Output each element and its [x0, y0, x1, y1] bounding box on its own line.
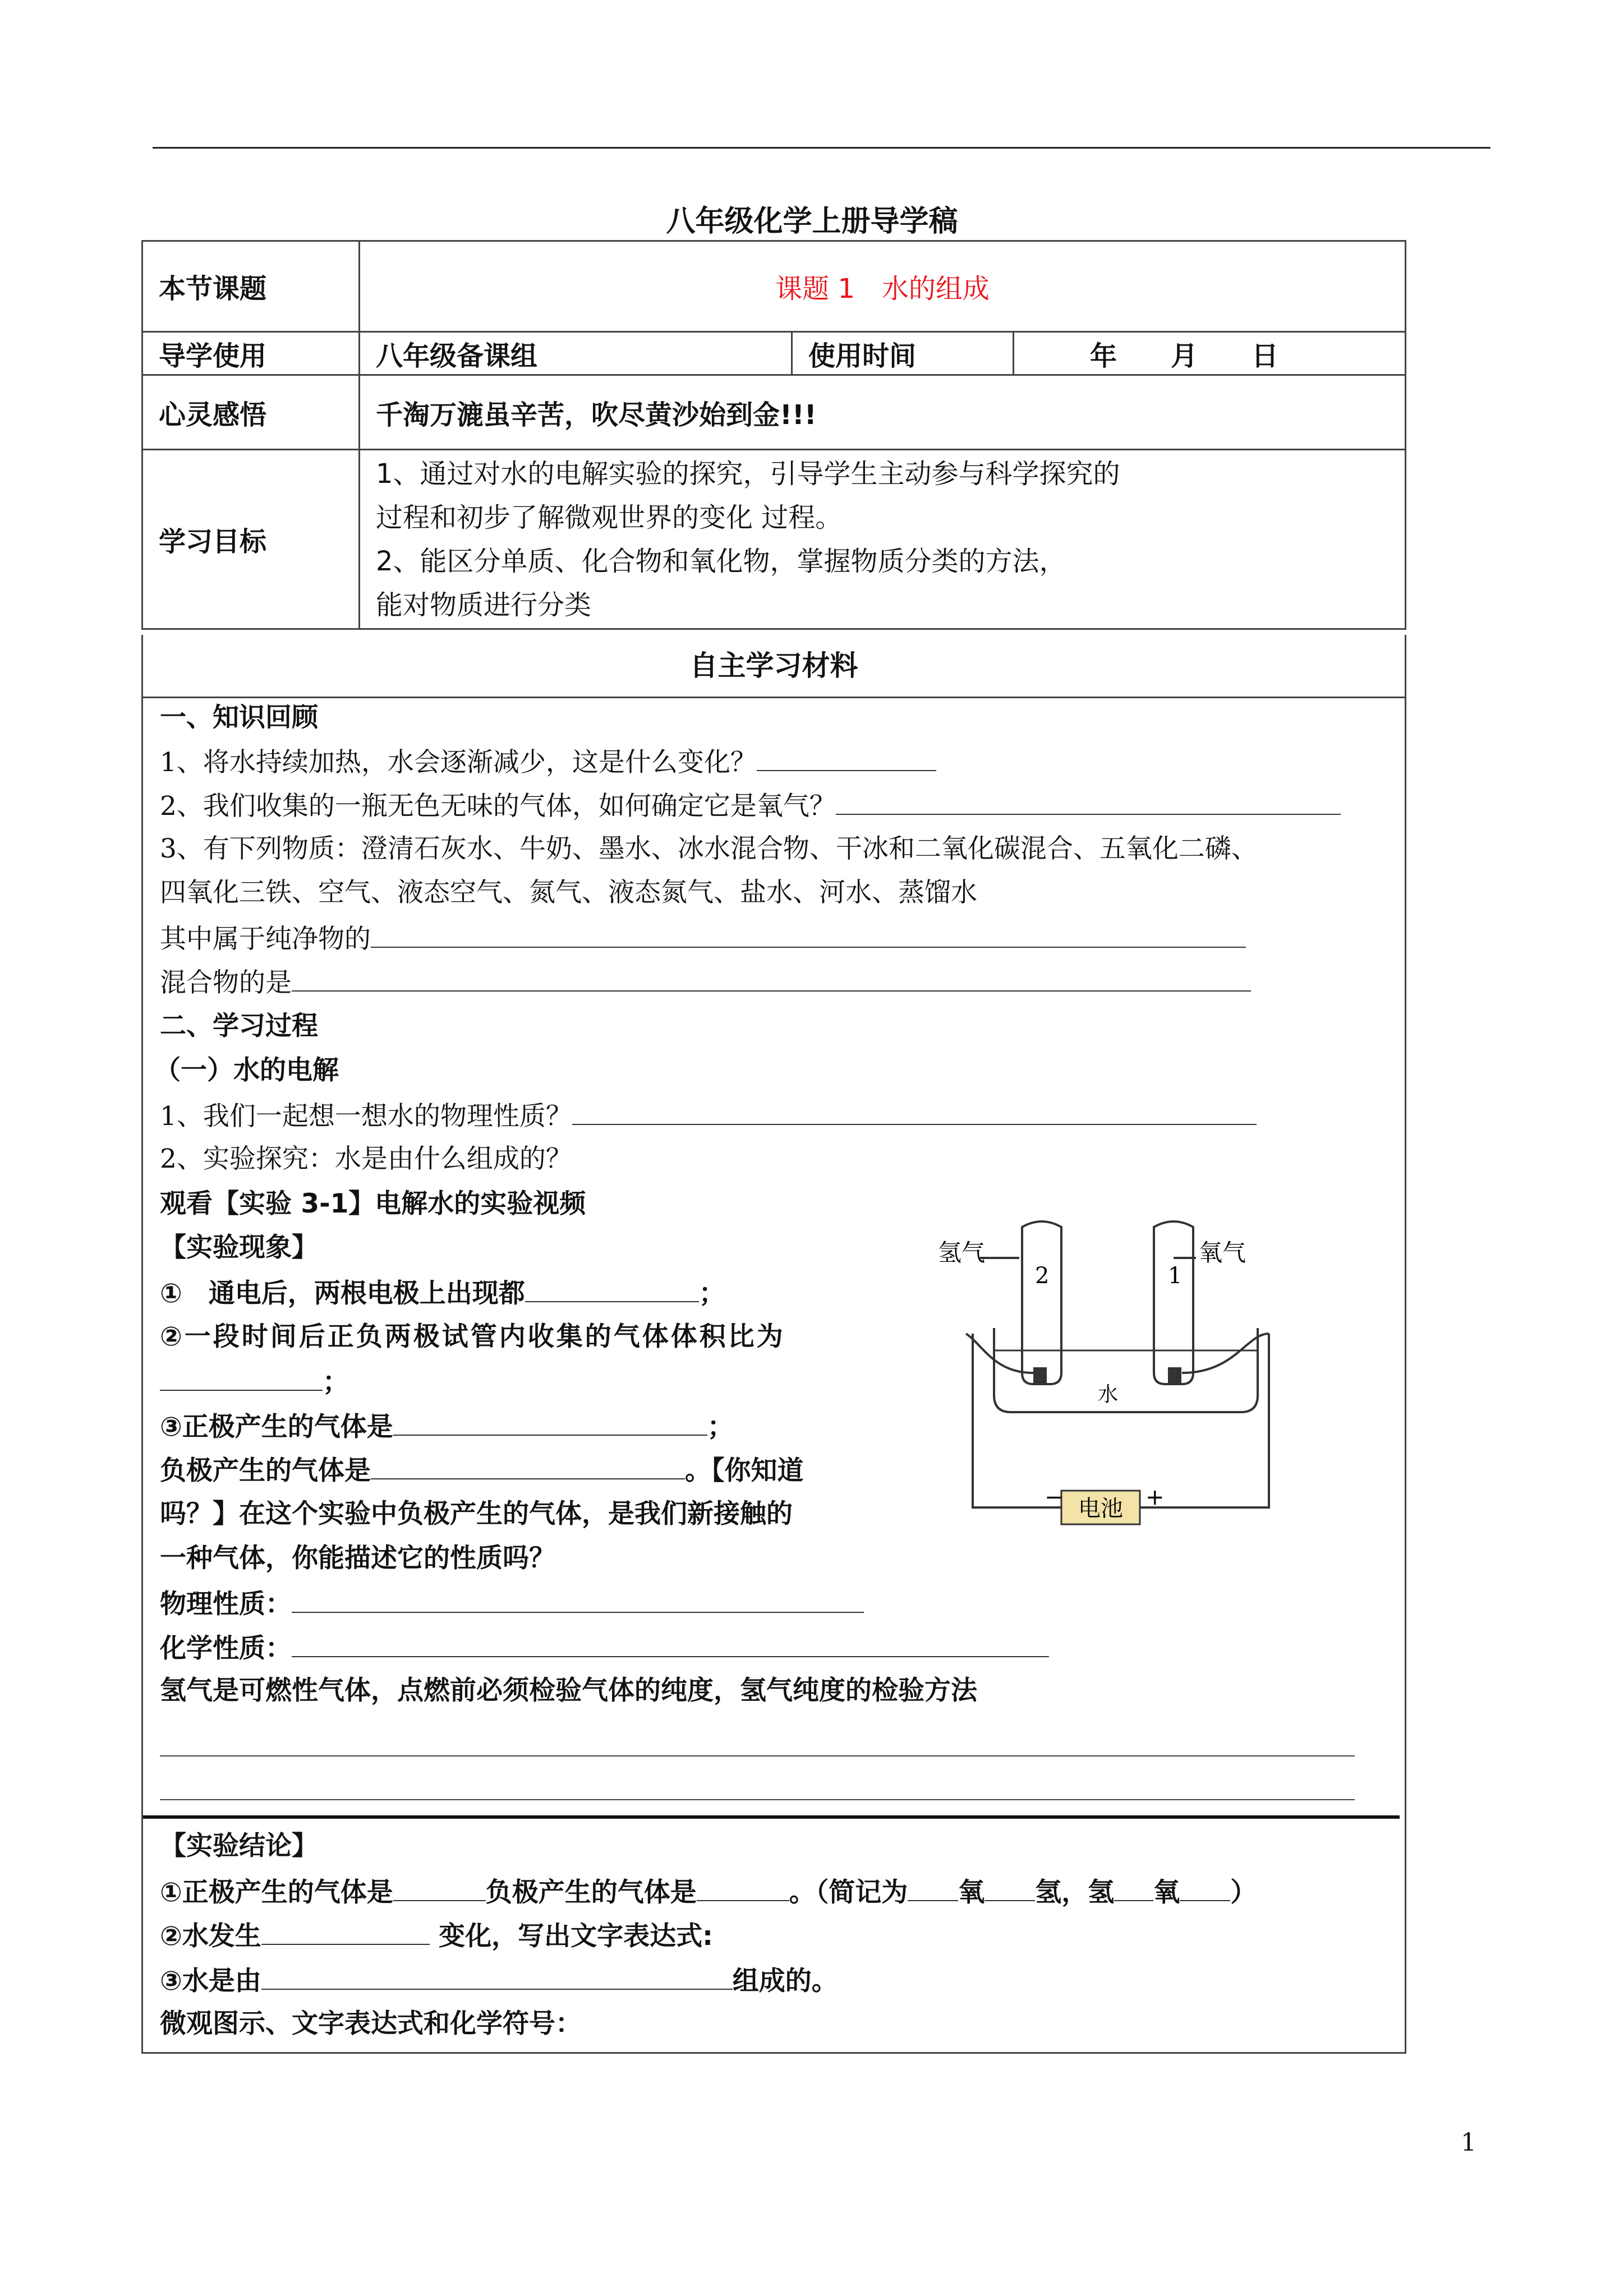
answer-blank[interactable]	[393, 1409, 707, 1436]
use-label: 导学使用	[142, 332, 360, 375]
did-you-know: 吗？】在这个实验中负极产生的气体，是我们新接触的	[160, 1499, 793, 1529]
answer-blank[interactable]	[292, 1586, 864, 1613]
conclusion-title: 【实验结论】	[160, 1831, 318, 1861]
electrode-negative	[1033, 1367, 1047, 1383]
answer-blank[interactable]	[371, 1453, 685, 1479]
use-value: 八年级备课组	[360, 332, 792, 375]
electrolysis-subheading: （一）水的电解	[154, 1055, 339, 1086]
conclusion-4: 微观图示、文字表达式和化学符号：	[160, 2008, 582, 2039]
phenomenon-2: ②一段时间后正负两极试管内收集的气体体积比为	[160, 1321, 785, 1352]
page-number: 1	[1461, 2128, 1476, 2157]
answer-blank[interactable]	[525, 1275, 699, 1302]
answer-blank[interactable]	[292, 965, 1251, 992]
topic-value: 课题 1 水的组成	[360, 241, 1406, 332]
answer-blank[interactable]	[984, 1874, 1035, 1901]
topic-label: 本节课题	[142, 241, 360, 332]
process-heading: 二、学习过程	[160, 1011, 318, 1041]
time-value: 年 月 日	[1014, 332, 1406, 375]
time-label: 使用时间	[792, 332, 1014, 375]
negative-sign: −	[1045, 1484, 1064, 1510]
answer-blank[interactable]	[261, 1918, 430, 1945]
conclusion-3: ③水是由 组成的。	[160, 1963, 838, 1998]
review-q2: 2、我们收集的一瓶无色无味的气体，如何确定它是氧气？	[160, 788, 1341, 823]
tube-right	[1154, 1221, 1193, 1384]
section-divider	[143, 1815, 1400, 1819]
answer-blank[interactable]	[697, 1874, 789, 1901]
wire-right	[1182, 1334, 1269, 1373]
battery-label: 电池	[1078, 1496, 1123, 1522]
phenomena-title: 【实验现象】	[160, 1232, 318, 1263]
top-rule	[153, 147, 1490, 149]
answer-blank[interactable]	[1114, 1874, 1153, 1901]
phenomenon-4: 负极产生的气体是 。【你知道	[160, 1453, 804, 1488]
process-q1: 1、我们一起想一想水的物理性质？	[160, 1098, 1257, 1133]
motto-value: 千淘万漉虽辛苦，吹尽黄沙始到金!!!	[360, 375, 1406, 450]
answer-line[interactable]	[160, 1799, 1355, 1800]
physical-properties: 物理性质：	[160, 1586, 864, 1621]
header-table	[141, 240, 1406, 630]
materials-title: 自主学习材料	[143, 635, 1405, 698]
hydrogen-purity: 氢气是可燃性气体，点燃前必须检验气体的纯度，氢气纯度的检验方法	[160, 1675, 977, 1706]
chemical-properties: 化学性质：	[160, 1630, 1049, 1666]
mixtures: 混合物的是	[160, 965, 1251, 1000]
goal-line: 能对物质进行分类	[376, 589, 592, 621]
describe-gas: 一种气体，你能描述它的性质吗？	[160, 1543, 555, 1574]
process-q2: 2、实验探究：水是由什么组成的？	[160, 1144, 572, 1174]
water-label: 水	[1098, 1383, 1119, 1406]
watch-video: 观看【实验 3-1】电解水的实验视频	[160, 1188, 586, 1219]
electrolysis-apparatus-figure	[938, 1205, 1275, 1569]
tube-left	[1022, 1221, 1061, 1384]
review-heading: 一、知识回顾	[160, 702, 318, 733]
answer-line[interactable]	[160, 1755, 1355, 1756]
tube-number-2: 2	[1035, 1263, 1050, 1289]
goals-label: 学习目标	[142, 450, 360, 629]
answer-blank[interactable]	[261, 1963, 733, 1990]
answer-blank[interactable]	[371, 921, 1246, 948]
answer-blank[interactable]	[757, 744, 936, 771]
circuit-right	[1140, 1334, 1269, 1507]
goal-line: 1、通过对水的电解实验的探究，引导学生主动参与科学探究的	[376, 458, 1120, 490]
answer-blank[interactable]	[1180, 1874, 1230, 1901]
review-q3-line2: 四氧化三铁、空气、液态空气、氮气、液态氮气、盐水、河水、蒸馏水	[160, 877, 977, 908]
goal-line: 2、能区分单质、化合物和氧化物，掌握物质分类的方法，	[376, 545, 1066, 577]
goals-text	[360, 450, 1406, 629]
hydrogen-label: 氢气	[938, 1239, 986, 1266]
phenomenon-1: ① 通电后，两根电极上出现都 ；	[160, 1275, 725, 1311]
conclusion-2: ②水发生 变化，写出文字表达式:	[160, 1918, 713, 1953]
conclusion-1: ①正极产生的气体是 负极产生的气体是 。（简记为 氧 氢，氢 氧 ）	[160, 1874, 1257, 1910]
motto-label: 心灵感悟	[142, 375, 360, 450]
goal-line: 过程和初步了解微观世界的变化 过程。	[376, 501, 843, 533]
answer-blank[interactable]	[836, 788, 1341, 815]
answer-blank[interactable]	[572, 1098, 1257, 1125]
review-q1: 1、将水持续加热，水会逐渐减少，这是什么变化？	[160, 744, 936, 780]
document-title: 八年级化学上册导学稿	[666, 205, 958, 238]
answer-blank[interactable]	[908, 1874, 958, 1901]
phenomenon-2-blank: ；	[160, 1364, 349, 1399]
answer-blank[interactable]	[393, 1874, 486, 1901]
oxygen-label: 氧气	[1199, 1239, 1246, 1266]
phenomenon-3: ③正极产生的气体是 ；	[160, 1409, 734, 1444]
pure-substances: 其中属于纯净物的	[160, 921, 1246, 956]
positive-sign: +	[1145, 1484, 1165, 1510]
electrode-positive	[1168, 1367, 1181, 1383]
circuit-left	[973, 1334, 1061, 1507]
review-q3-line1: 3、有下列物质：澄清石灰水、牛奶、墨水、冰水混合物、干冰和二氧化碳混合、五氧化二磷、	[160, 833, 1258, 864]
answer-blank[interactable]	[160, 1364, 323, 1391]
answer-blank[interactable]	[292, 1630, 1049, 1657]
tube-number-1: 1	[1168, 1263, 1183, 1289]
